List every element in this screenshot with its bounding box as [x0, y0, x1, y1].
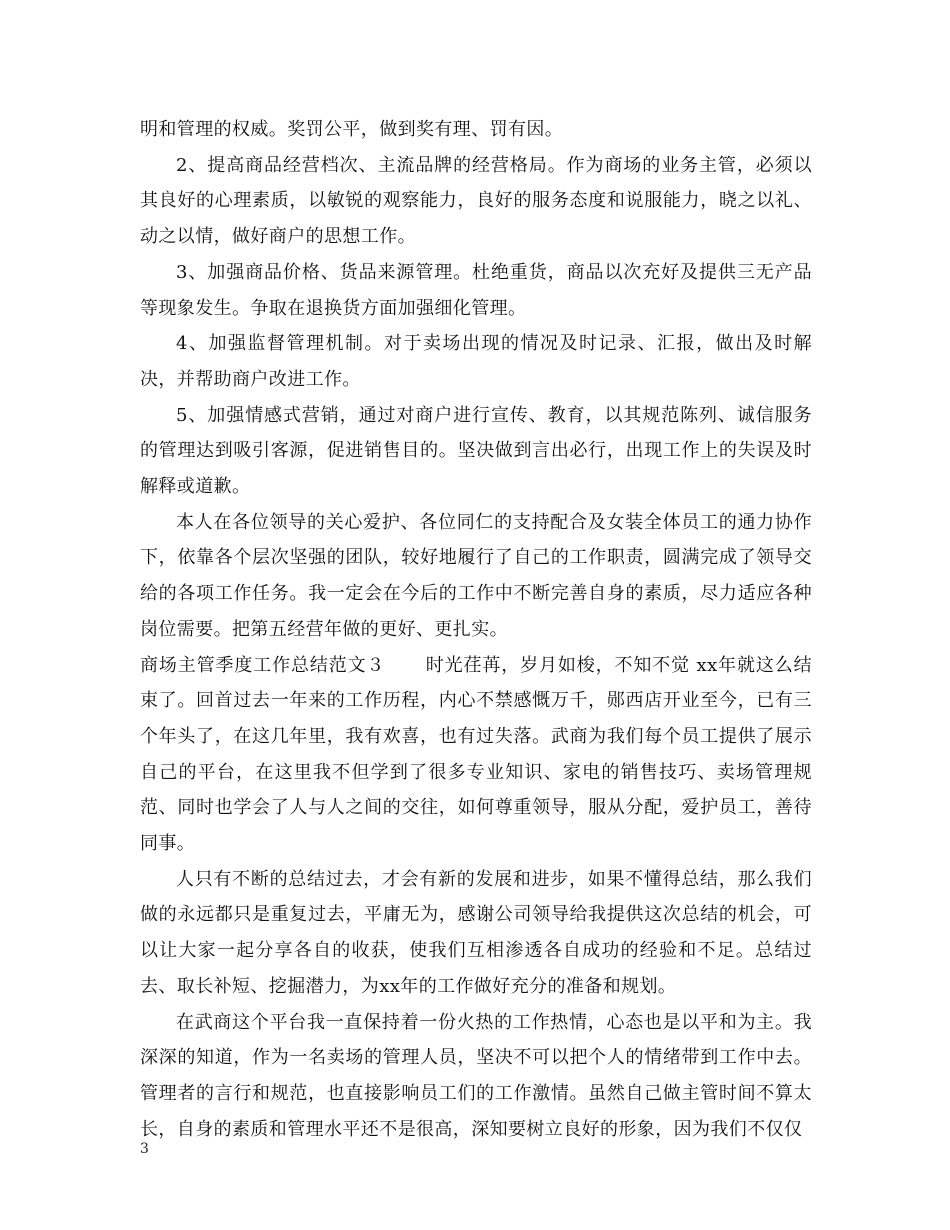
paragraph-continuation: 明和管理的权威。奖罚公平，做到奖有理、罚有因。	[140, 119, 564, 140]
paragraph-item-4: 4、加强监督管理机制。对于卖场出现的情况及时记录、汇报，做出及时解决，并帮助商户改进工作。	[140, 333, 812, 390]
paragraph-summary: 本人在各位领导的关心爱护、各位同仁的支持配合及女装全体员工的通力协作下，依靠各个层次坚强的团队，较好地履行了自己的工作职责，圆满完成了领导交给的各项工作任务。我一定会在今后的工作中不断完善自身的素质，尽力适应各种岗位需要。把第五经营年做的更好、更扎实。	[140, 511, 812, 640]
paragraph-reflection: 人只有不断的总结过去，才会有新的发展和进步，如果不懂得总结，那么我们做的永远都只是重复过去，平庸无为，感谢公司领导给我提供这次总结的机会，可以让大家一起分享各自的收获，使我们互相渗透各自成功的经验和不足。总结过去、取长补短、挖掘潜力，为xx年的工作做好充分的准备和规划。	[140, 868, 812, 997]
section-heading: 商场主管季度工作总结范文３	[140, 654, 386, 676]
section-paragraph	[140, 648, 812, 862]
paragraph-attitude: 在武商这个平台我一直保持着一份火热的工作热情，心态也是以平和为主。我深深的知道，作为一名卖场的管理人员，坚决不可以把个人的情绪带到工作中去。管理者的言行和规范，也直接影响员工们的工作激情。虽然自己做主管时间不算太长，自身的素质和管理水平还不是很高，深知要树立良好的形象，因为我们不仅仅	[140, 1011, 812, 1140]
paragraph-item-3: 3、加强商品价格、货品来源管理。杜绝重货，商品以次充好及提供三无产品等现象发生。争取在退换货方面加强细化管理。	[140, 261, 812, 319]
document-body	[140, 112, 812, 1147]
page-number: 3	[140, 1141, 149, 1157]
paragraph-item-5: 5、加强情感式营销，通过对商户进行宣传、教育，以其规范陈列、诚信服务的管理达到吸引客源，促进销售目的。坚决做到言出必行，出现工作上的失误及时解释或道歉。	[140, 404, 812, 498]
paragraph-item-2: 2、提高商品经营档次、主流品牌的经营格局。作为商场的业务主管，必须以其良好的心理素质，以敏锐的观察能力，良好的服务态度和说服能力，晓之以礼、动之以情，做好商户的思想工作。	[140, 154, 812, 248]
section-text: 时光荏苒，岁月如梭，不知不觉 xx年就这么结束了。回首过去一年来的工作历程，内心不禁感慨万千，郧西店开业至今，已有三个年头了，在这几年里，我有欢喜，也有过失落。武商为我们每个员工提供了展示自己的平台，在这里我不但学到了很多专业知识、家电的销售技巧、卖场管理规范、同时也学会了人与人之间的交往，如何尊重领导，服从分配，爱护员工，善待同事。	[140, 654, 812, 855]
